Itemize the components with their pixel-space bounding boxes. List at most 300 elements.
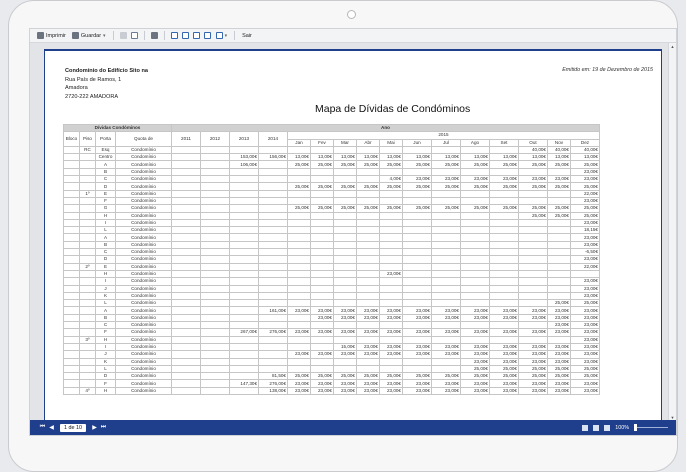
- amount-cell: [230, 270, 259, 277]
- next-page-icon[interactable]: ▶: [92, 425, 97, 431]
- amount-cell: [172, 154, 201, 161]
- group-header-debts: Dívidas Condóminos: [64, 125, 172, 132]
- amount-cell: [357, 300, 380, 307]
- amount-cell: [334, 292, 357, 299]
- amount-cell: 23,00€: [519, 358, 548, 365]
- amount-cell: [548, 227, 571, 234]
- amount-cell: 23,00€: [311, 307, 334, 314]
- amount-cell: [519, 336, 548, 343]
- bloco-cell: [64, 285, 80, 292]
- amount-cell: [230, 336, 259, 343]
- piso-cell: [80, 278, 96, 285]
- amount-cell: 23,00€: [548, 358, 571, 365]
- amount-cell: [334, 227, 357, 234]
- amount-cell: [172, 300, 201, 307]
- amount-cell: 23,00€: [357, 307, 380, 314]
- amount-cell: [288, 285, 311, 292]
- amount-cell: [334, 270, 357, 277]
- amount-cell: 23,00€: [571, 241, 600, 248]
- amount-cell: [461, 249, 490, 256]
- quota-cell: Condomínio: [116, 307, 172, 314]
- amount-cell: [311, 227, 334, 234]
- amount-cell: [403, 336, 432, 343]
- amount-cell: [230, 168, 259, 175]
- amount-cell: [334, 249, 357, 256]
- table-row: [64, 351, 600, 358]
- amount-cell: [461, 212, 490, 219]
- amount-cell: 23,00€: [571, 336, 600, 343]
- scroll-down-icon[interactable]: ▼: [670, 415, 675, 420]
- amount-cell: 25,00€: [519, 212, 548, 219]
- amount-cell: [230, 322, 259, 329]
- quota-cell: Condomínio: [116, 241, 172, 248]
- single-page-icon[interactable]: [171, 32, 178, 39]
- amount-cell: [432, 322, 461, 329]
- amount-cell: 25,00€: [380, 183, 403, 190]
- amount-cell: [490, 190, 519, 197]
- amount-cell: 15,00€: [334, 343, 357, 350]
- amount-cell: [311, 365, 334, 372]
- amount-cell: 23,00€: [380, 314, 403, 321]
- amount-cell: [230, 307, 259, 314]
- amount-cell: 23,00€: [432, 329, 461, 336]
- amount-cell: 23,00€: [571, 307, 600, 314]
- amount-cell: [461, 270, 490, 277]
- amount-cell: 23,00€: [519, 314, 548, 321]
- amount-cell: 23,00€: [571, 278, 600, 285]
- amount-cell: [172, 285, 201, 292]
- amount-cell: [172, 197, 201, 204]
- piso-cell: [80, 292, 96, 299]
- amount-cell: 13,00€: [432, 154, 461, 161]
- amount-cell: [230, 358, 259, 365]
- company-name: Condomínio do Edifício Sito na: [65, 68, 148, 74]
- table-row: [64, 358, 600, 365]
- amount-cell: [432, 285, 461, 292]
- amount-cell: 13,00€: [403, 154, 432, 161]
- page-indicator[interactable]: 1 de 10: [60, 424, 86, 432]
- table-row: [64, 227, 600, 234]
- amount-cell: [519, 219, 548, 226]
- piso-cell: [80, 380, 96, 387]
- amount-cell: 23,00€: [288, 351, 311, 358]
- amount-cell: [311, 212, 334, 219]
- amount-cell: [172, 263, 201, 270]
- amount-cell: [230, 197, 259, 204]
- two-pages-icon[interactable]: [193, 32, 200, 39]
- header-year-row: [64, 132, 600, 139]
- amount-cell: 25,00€: [519, 161, 548, 168]
- amount-cell: 81,50€: [259, 373, 288, 380]
- amount-cell: 23,00€: [571, 168, 600, 175]
- amount-cell: 23,00€: [548, 176, 571, 183]
- amount-cell: [519, 190, 548, 197]
- piso-cell: [80, 205, 96, 212]
- amount-cell: [172, 161, 201, 168]
- amount-cell: 25,00€: [519, 373, 548, 380]
- continuous-view-icon[interactable]: [593, 425, 599, 431]
- amount-cell: [201, 146, 230, 153]
- amount-cell: [432, 336, 461, 343]
- amount-cell: 23,00€: [357, 329, 380, 336]
- amount-cell: 23,00€: [571, 197, 600, 204]
- porta-cell: C: [96, 176, 116, 183]
- bloco-cell: [64, 263, 80, 270]
- piso-cell: [80, 270, 96, 277]
- scroll-up-icon[interactable]: ▲: [670, 44, 675, 49]
- vertical-scrollbar[interactable]: [668, 43, 676, 421]
- bloco-cell: [64, 241, 80, 248]
- amount-cell: [519, 241, 548, 248]
- amount-cell: 22,00€: [571, 263, 600, 270]
- piso-cell: 4º: [80, 387, 96, 394]
- amount-cell: 276,00€: [259, 380, 288, 387]
- amount-cell: [403, 322, 432, 329]
- porta-cell: F: [96, 380, 116, 387]
- column-header-month: Jul: [432, 139, 461, 146]
- amount-cell: [432, 256, 461, 263]
- amount-cell: [461, 190, 490, 197]
- porta-cell: H: [96, 270, 116, 277]
- amount-cell: [288, 314, 311, 321]
- amount-cell: [201, 336, 230, 343]
- amount-cell: 25,00€: [571, 212, 600, 219]
- amount-cell: 23,00€: [403, 176, 432, 183]
- previous-page-icon[interactable]: ◀: [49, 425, 54, 431]
- bloco-cell: [64, 387, 80, 394]
- table-view-icon[interactable]: [131, 32, 138, 39]
- amount-cell: 23,00€: [571, 322, 600, 329]
- amount-cell: [548, 234, 571, 241]
- amount-cell: 23,00€: [571, 380, 600, 387]
- amount-cell: 23,00€: [490, 380, 519, 387]
- amount-cell: 23,00€: [461, 176, 490, 183]
- amount-cell: [519, 278, 548, 285]
- amount-cell: 25,00€: [548, 212, 571, 219]
- amount-cell: [490, 212, 519, 219]
- bloco-cell: [64, 322, 80, 329]
- amount-cell: [288, 219, 311, 226]
- amount-cell: [432, 292, 461, 299]
- amount-cell: 23,00€: [380, 329, 403, 336]
- amount-cell: 25,00€: [432, 183, 461, 190]
- amount-cell: [172, 270, 201, 277]
- amount-cell: [461, 278, 490, 285]
- amount-cell: 23,00€: [519, 351, 548, 358]
- amount-cell: 23,00€: [490, 329, 519, 336]
- company-block: [65, 67, 148, 101]
- amount-cell: 25,00€: [461, 205, 490, 212]
- amount-cell: [432, 227, 461, 234]
- amount-cell: 23,00€: [311, 351, 334, 358]
- amount-cell: [288, 190, 311, 197]
- zoom-slider-handle[interactable]: [634, 424, 637, 431]
- amount-cell: 23,00€: [571, 343, 600, 350]
- amount-cell: [201, 307, 230, 314]
- porta-cell: J: [96, 351, 116, 358]
- amount-cell: 25,00€: [357, 161, 380, 168]
- page-setup-icon[interactable]: [120, 32, 127, 39]
- bloco-cell: [64, 146, 80, 153]
- porta-cell: K: [96, 358, 116, 365]
- amount-cell: [403, 146, 432, 153]
- quota-cell: Condomínio: [116, 263, 172, 270]
- quota-cell: Condomínio: [116, 285, 172, 292]
- amount-cell: 25,00€: [380, 161, 403, 168]
- piso-cell: [80, 183, 96, 190]
- print-button[interactable]: [36, 31, 67, 41]
- multi-page-icon[interactable]: [204, 32, 211, 39]
- amount-cell: [230, 183, 259, 190]
- amount-cell: [380, 212, 403, 219]
- piso-cell: [80, 285, 96, 292]
- amount-cell: [201, 219, 230, 226]
- amount-cell: 23,00€: [334, 329, 357, 336]
- piso-cell: [80, 227, 96, 234]
- amount-cell: [357, 256, 380, 263]
- single-page-view-icon[interactable]: [582, 425, 588, 431]
- bloco-cell: [64, 336, 80, 343]
- quota-cell: Condomínio: [116, 358, 172, 365]
- porta-cell: L: [96, 227, 116, 234]
- amount-cell: [288, 365, 311, 372]
- amount-cell: [311, 322, 334, 329]
- amount-cell: [461, 322, 490, 329]
- amount-cell: 25,00€: [311, 183, 334, 190]
- porta-cell: L: [96, 300, 116, 307]
- amount-cell: [548, 241, 571, 248]
- porta-cell: D: [96, 373, 116, 380]
- amount-cell: 23,00€: [380, 380, 403, 387]
- amount-cell: [201, 256, 230, 263]
- amount-cell: 25,00€: [432, 161, 461, 168]
- amount-cell: [432, 365, 461, 372]
- amount-cell: [403, 241, 432, 248]
- amount-cell: 23,00€: [311, 380, 334, 387]
- amount-cell: [490, 146, 519, 153]
- amount-cell: [201, 314, 230, 321]
- column-header-month: Fev: [311, 139, 334, 146]
- amount-cell: [357, 263, 380, 270]
- amount-cell: [201, 249, 230, 256]
- amount-cell: 22,00€: [571, 190, 600, 197]
- issued-date: Emitido em: 19 de Dezembro de 2015: [562, 67, 653, 73]
- amount-cell: [230, 219, 259, 226]
- amount-cell: [230, 263, 259, 270]
- amount-cell: [230, 285, 259, 292]
- amount-cell: [490, 241, 519, 248]
- amount-cell: 23,00€: [519, 343, 548, 350]
- amount-cell: [380, 336, 403, 343]
- amount-cell: [311, 256, 334, 263]
- column-header-month: Mar: [334, 139, 357, 146]
- amount-cell: [548, 263, 571, 270]
- amount-cell: 267,00€: [230, 329, 259, 336]
- amount-cell: [380, 219, 403, 226]
- amount-cell: [548, 168, 571, 175]
- amount-cell: [403, 249, 432, 256]
- porta-cell: L: [96, 365, 116, 372]
- amount-cell: [288, 278, 311, 285]
- amount-cell: [357, 212, 380, 219]
- amount-cell: [403, 358, 432, 365]
- amount-cell: [288, 263, 311, 270]
- amount-cell: [403, 227, 432, 234]
- piso-cell: [80, 307, 96, 314]
- amount-cell: [403, 300, 432, 307]
- amount-cell: [259, 263, 288, 270]
- table-row: [64, 285, 600, 292]
- table-row: [64, 234, 600, 241]
- chevron-down-icon: ▾: [224, 32, 228, 39]
- amount-cell: 23,00€: [288, 380, 311, 387]
- amount-cell: [172, 351, 201, 358]
- amount-cell: [201, 183, 230, 190]
- table-row: [64, 336, 600, 343]
- table-row: [64, 241, 600, 248]
- amount-cell: [230, 351, 259, 358]
- amount-cell: 25,00€: [432, 205, 461, 212]
- amount-cell: [259, 161, 288, 168]
- amount-cell: [259, 358, 288, 365]
- amount-cell: [548, 256, 571, 263]
- amount-cell: [311, 285, 334, 292]
- amount-cell: 23,00€: [548, 322, 571, 329]
- quota-cell: Condomínio: [116, 205, 172, 212]
- amount-cell: [334, 256, 357, 263]
- amount-cell: [357, 219, 380, 226]
- amount-cell: [357, 176, 380, 183]
- view-mode-dropdown[interactable]: [215, 31, 229, 41]
- amount-cell: 25,00€: [461, 161, 490, 168]
- amount-cell: 23,00€: [461, 343, 490, 350]
- amount-cell: [357, 168, 380, 175]
- amount-cell: 25,00€: [571, 183, 600, 190]
- amount-cell: [230, 292, 259, 299]
- table-row: [64, 322, 600, 329]
- amount-cell: [172, 365, 201, 372]
- amount-cell: [259, 205, 288, 212]
- piso-cell: 1º: [80, 190, 96, 197]
- porta-cell: H: [96, 212, 116, 219]
- amount-cell: [403, 270, 432, 277]
- zoom-slider[interactable]: [634, 427, 668, 428]
- page-width-icon[interactable]: [182, 32, 189, 39]
- quota-cell: Condomínio: [116, 322, 172, 329]
- amount-cell: 23,00€: [311, 314, 334, 321]
- porta-cell: H: [96, 387, 116, 394]
- toolbar-divider: [234, 31, 235, 40]
- amount-cell: [334, 234, 357, 241]
- last-page-icon[interactable]: ⏭: [100, 424, 107, 430]
- amount-cell: [519, 256, 548, 263]
- amount-cell: 25,00€: [519, 183, 548, 190]
- column-header-year: 2011: [172, 132, 201, 147]
- exit-label: Sair: [242, 32, 252, 39]
- save-button[interactable]: [71, 31, 107, 41]
- amount-cell: 156,00€: [259, 154, 288, 161]
- bloco-cell: [64, 373, 80, 380]
- amount-cell: 23,00€: [403, 307, 432, 314]
- amount-cell: 25,00€: [548, 205, 571, 212]
- amount-cell: 153,00€: [230, 154, 259, 161]
- bloco-cell: [64, 190, 80, 197]
- quota-cell: Condomínio: [116, 278, 172, 285]
- amount-cell: [334, 197, 357, 204]
- multi-page-view-icon[interactable]: [604, 425, 610, 431]
- amount-cell: [288, 292, 311, 299]
- first-page-icon[interactable]: ⏮: [39, 424, 46, 430]
- column-header-year: 2012: [201, 132, 230, 147]
- amount-cell: [432, 197, 461, 204]
- amount-cell: [334, 168, 357, 175]
- amount-cell: 23,00€: [461, 351, 490, 358]
- column-header-piso: Piso: [80, 132, 96, 147]
- amount-cell: [172, 190, 201, 197]
- amount-cell: 25,00€: [357, 183, 380, 190]
- table-row: [64, 146, 600, 153]
- exit-button[interactable]: [241, 31, 253, 41]
- amount-cell: 25,00€: [461, 365, 490, 372]
- amount-cell: [259, 285, 288, 292]
- column-header-month: Mai: [380, 139, 403, 146]
- amount-cell: [201, 234, 230, 241]
- table-row: [64, 292, 600, 299]
- amount-cell: [259, 343, 288, 350]
- amount-cell: [288, 146, 311, 153]
- amount-cell: 23,00€: [548, 351, 571, 358]
- amount-cell: [172, 168, 201, 175]
- amount-cell: [403, 190, 432, 197]
- amount-cell: [259, 197, 288, 204]
- piso-cell: [80, 197, 96, 204]
- amount-cell: [288, 227, 311, 234]
- amount-cell: [288, 249, 311, 256]
- amount-cell: [432, 263, 461, 270]
- amount-cell: 23,00€: [380, 351, 403, 358]
- amount-cell: 23,00€: [571, 314, 600, 321]
- bloco-cell: [64, 154, 80, 161]
- amount-cell: [288, 336, 311, 343]
- amount-cell: 23,00€: [519, 329, 548, 336]
- porta-cell: C: [96, 249, 116, 256]
- amount-cell: [357, 197, 380, 204]
- amount-cell: 25,00€: [334, 373, 357, 380]
- amount-cell: [403, 212, 432, 219]
- table-row: [64, 168, 600, 175]
- piso-cell: [80, 256, 96, 263]
- amount-cell: 23,00€: [334, 380, 357, 387]
- amount-cell: [259, 168, 288, 175]
- amount-cell: [172, 227, 201, 234]
- amount-cell: 23,00€: [432, 314, 461, 321]
- amount-cell: [461, 219, 490, 226]
- amount-cell: [172, 256, 201, 263]
- amount-cell: [519, 270, 548, 277]
- amount-cell: [432, 190, 461, 197]
- amount-cell: [357, 241, 380, 248]
- amount-cell: [201, 373, 230, 380]
- porta-cell: B: [96, 241, 116, 248]
- binoculars-icon[interactable]: [151, 32, 158, 39]
- piso-cell: [80, 212, 96, 219]
- amount-cell: 23,00€: [571, 351, 600, 358]
- amount-cell: 18,15€: [571, 227, 600, 234]
- amount-cell: 25,00€: [403, 373, 432, 380]
- amount-cell: [230, 314, 259, 321]
- amount-cell: [403, 278, 432, 285]
- piso-cell: [80, 351, 96, 358]
